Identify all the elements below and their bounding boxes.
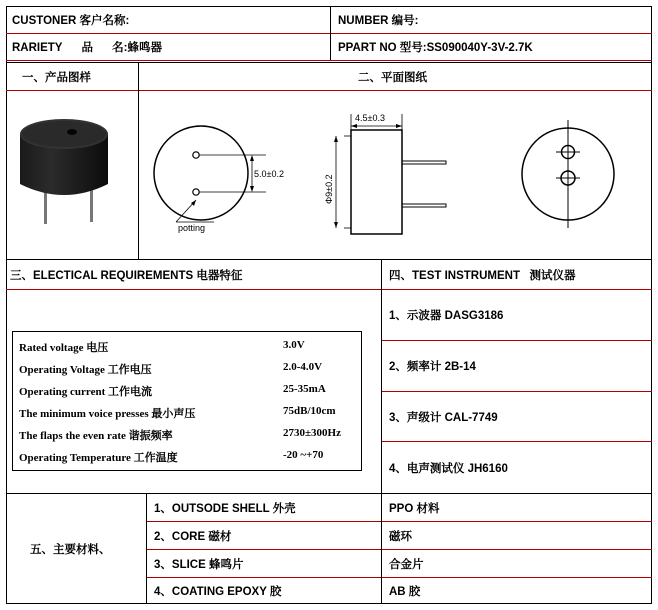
part-number-label: PPART NO 型号:SS090040Y-3V-2.7K: [338, 42, 533, 54]
spec-value: 25-35mA: [283, 383, 326, 395]
material-value: AB 胶: [389, 586, 421, 598]
height-dimension: 4.5±0.3: [355, 113, 385, 123]
material-value: PPO 材料: [389, 502, 440, 515]
spec-label: The flaps the even rate 谐振频率: [19, 430, 173, 442]
spec-value: 2730±300Hz: [283, 427, 341, 439]
divider: [6, 289, 652, 290]
diameter-dimension: Φ9±0.2: [324, 174, 334, 204]
spec-row: [13, 335, 361, 357]
spec-label: Operating Voltage 工作电压: [19, 364, 152, 376]
material-part: 1、OUTSODE SHELL 外壳: [154, 502, 296, 515]
customer-label: CUSTONER 客户名称:: [12, 15, 130, 27]
spec-label: Operating Temperature 工作温度: [19, 452, 178, 464]
divider: [6, 90, 652, 91]
spec-row: [13, 445, 361, 467]
divider: [381, 259, 382, 604]
instrument-item: 4、电声测试仪 JH6160: [389, 462, 508, 475]
spec-value: 3.0V: [283, 339, 305, 351]
spec-value: 75dB/10cm: [283, 405, 336, 417]
spec-label: Rated voltage 电压: [19, 342, 109, 354]
divider: [146, 493, 147, 604]
material-value: 磁环: [389, 530, 412, 543]
spec-row: [13, 401, 361, 423]
spec-value: -20 ~+70: [283, 449, 324, 461]
spec-row: [13, 357, 361, 379]
material-part: 4、COATING EPOXY 胶: [154, 586, 282, 598]
material-value: 合金片: [389, 558, 424, 571]
instrument-item: 2、频率计 2B-14: [389, 361, 476, 373]
pitch-dimension: 5.0±0.2: [254, 169, 284, 179]
spec-label: Operating current 工作电流: [19, 386, 153, 398]
materials-heading: 五、主要材料、: [30, 544, 111, 556]
buzzer-photo: [18, 112, 110, 230]
spec-row: [13, 379, 361, 401]
side-view-drawing: [320, 106, 450, 238]
top-view-drawing: [144, 118, 294, 240]
divider: [138, 62, 139, 259]
spec-value: 2.0-4.0V: [283, 361, 323, 373]
spec-row: [13, 423, 361, 445]
instrument-item: 1、示波器 DASG3186: [389, 310, 504, 322]
divider: [6, 62, 652, 63]
material-part: 2、CORE 磁材: [154, 530, 232, 543]
number-label: NUMBER 编号:: [338, 15, 419, 27]
plan-drawing-heading: 二、平面图纸: [358, 71, 427, 84]
test-instrument-heading: 四、TEST INSTRUMENT 测试仪器: [389, 269, 576, 282]
electrical-spec-table: [12, 331, 362, 471]
divider: [6, 60, 652, 61]
material-part: 3、SLICE 蜂鸣片: [154, 558, 244, 571]
spec-label: The minimum voice presses 最小声压: [19, 408, 196, 420]
bottom-view-drawing: [510, 116, 630, 236]
variety-label: RARIETY 品 名:蜂鸣器: [12, 42, 162, 54]
electrical-heading: 三、ELECTICAL REQUIREMENTS 电器特征: [10, 269, 243, 282]
instrument-item: 3、声级计 CAL-7749: [389, 411, 498, 424]
potting-label: potting: [178, 223, 206, 233]
product-image-heading: 一、产品图样: [22, 71, 91, 84]
divider: [330, 6, 331, 60]
